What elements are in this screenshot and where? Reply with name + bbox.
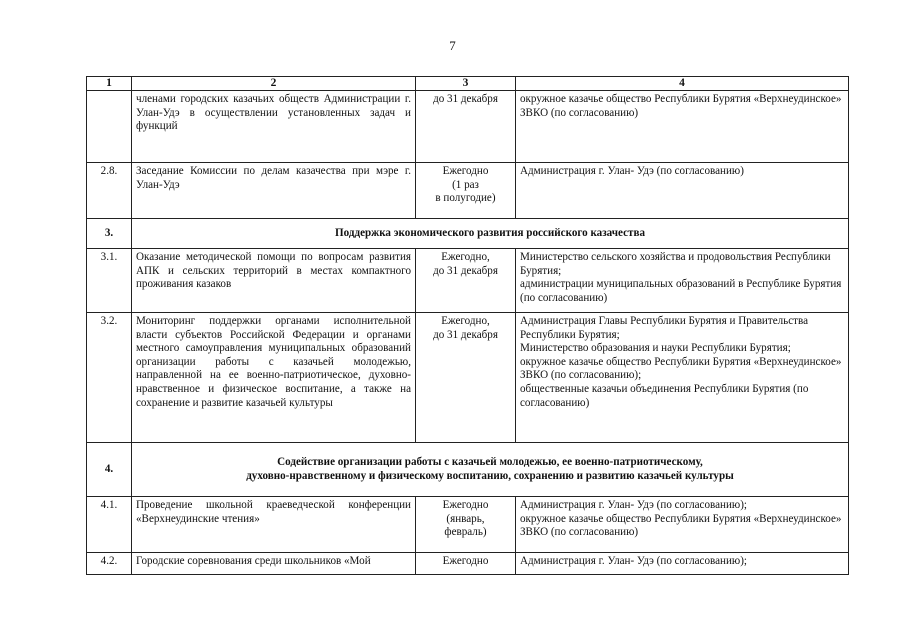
item-executors bbox=[516, 497, 849, 553]
item-term bbox=[416, 91, 516, 163]
table-row bbox=[87, 553, 849, 575]
item-description: Мониторинг поддержки органами исполнительной власти субъектов Российской Федерации и органами местного самоуправления муниципальных образований организации работы с казачьей молодежью, направленной на ее военно-патриотическое, духовно-нравственное и физическое воспитание, а также на сохранение и развитие казачьей культуры bbox=[132, 313, 416, 443]
item-number: 4.1. bbox=[87, 497, 132, 553]
term-line: Ежегодно bbox=[442, 555, 489, 567]
col-header-2: 2 bbox=[132, 77, 416, 91]
section-title-line: Содействие организации работы с казачьей молодежью, ее военно-патриотическому, bbox=[277, 455, 703, 468]
section-number: 3. bbox=[87, 219, 132, 249]
col-header-1: 1 bbox=[87, 77, 132, 91]
item-number: 4.2. bbox=[87, 553, 132, 575]
item-executors bbox=[516, 163, 849, 219]
item-executors bbox=[516, 249, 849, 313]
executor-line: Администрация г. Улан- Удэ (по согласованию); bbox=[520, 499, 747, 511]
section-title bbox=[132, 443, 849, 497]
section-row bbox=[87, 443, 849, 497]
term-line: до 31 декабря bbox=[433, 93, 498, 105]
item-description: Проведение школьной краеведческой конференции «Верхнеудинские чтения» bbox=[132, 497, 416, 553]
term-line: февраль) bbox=[444, 526, 487, 539]
item-term bbox=[416, 553, 516, 575]
term-line: до 31 декабря bbox=[433, 328, 498, 341]
section-number: 4. bbox=[87, 443, 132, 497]
term-line: (январь, bbox=[446, 512, 485, 525]
item-executors bbox=[516, 91, 849, 163]
term-line: (1 раз bbox=[452, 178, 479, 191]
executor-line: Администрация г. Улан- Удэ (по согласованию); bbox=[520, 555, 747, 567]
item-executors bbox=[516, 553, 849, 575]
col-header-3: 3 bbox=[416, 77, 516, 91]
executor-line: Администрация г. Улан- Удэ (по согласованию) bbox=[520, 165, 744, 177]
page-number: 7 bbox=[449, 38, 456, 53]
term-line: до 31 декабря bbox=[433, 264, 498, 277]
term-line: Ежегодно bbox=[442, 499, 489, 511]
term-line: Ежегодно, bbox=[441, 251, 490, 263]
table-row bbox=[87, 91, 849, 163]
term-line: в полугодие) bbox=[435, 192, 496, 205]
section-title-line: Поддержка экономического развития российского казачества bbox=[334, 226, 646, 239]
section-title-line: духовно-нравственному и физическому воспитанию, сохранению и развитию казачьей культуры bbox=[246, 469, 734, 482]
executor-line: окружное казачье общество Республики Бурятия «Верхнеудинское» ЗВКО (по согласованию) bbox=[520, 512, 842, 539]
term-line: Ежегодно, bbox=[441, 315, 490, 327]
executor-line: общественные казачьи объединения Республики Бурятия (по согласованию) bbox=[520, 382, 809, 409]
item-number: 3.2. bbox=[87, 313, 132, 443]
executor-line: Министерство сельского хозяйства и продовольствия Республики Бурятия; bbox=[520, 251, 831, 277]
item-description: Заседание Комиссии по делам казачества при мэре г. Улан-Удэ bbox=[132, 163, 416, 219]
table-row bbox=[87, 249, 849, 313]
item-description: Оказание методической помощи по вопросам развития АПК и сельских территорий в местах компактного проживания казаков bbox=[132, 249, 416, 313]
plan-table bbox=[86, 76, 849, 575]
executor-line: окружное казачье общество Республики Бурятия «Верхнеудинское» ЗВКО (по согласованию); bbox=[520, 355, 842, 382]
executor-line: Министерство образования и науки Республики Бурятия; bbox=[520, 342, 791, 355]
executor-line: администрации муниципальных образований в Республике Бурятия (по согласованию) bbox=[520, 278, 842, 304]
col-header-4: 4 bbox=[516, 77, 849, 91]
executor-line: Администрация Главы Республики Бурятия и Правительства Республики Бурятия; bbox=[520, 315, 809, 341]
item-term bbox=[416, 163, 516, 219]
item-description: Городские соревнования среди школьников «Мой bbox=[132, 553, 416, 575]
term-line: Ежегодно bbox=[442, 165, 489, 177]
table-row bbox=[87, 163, 849, 219]
item-description: членами городских казачьих обществ Администрации г. Улан-Удэ в осуществлении установленных задач и функций bbox=[132, 91, 416, 163]
item-number: 3.1. bbox=[87, 249, 132, 313]
section-row bbox=[87, 219, 849, 249]
executor-line: окружное казачье общество Республики Бурятия «Верхнеудинское» ЗВКО (по согласованию) bbox=[520, 93, 842, 119]
table-header-row bbox=[87, 77, 849, 91]
item-term bbox=[416, 249, 516, 313]
item-term bbox=[416, 313, 516, 443]
item-executors bbox=[516, 313, 849, 443]
table-row bbox=[87, 313, 849, 443]
item-term bbox=[416, 497, 516, 553]
table-row bbox=[87, 497, 849, 553]
item-number bbox=[87, 91, 132, 163]
item-number: 2.8. bbox=[87, 163, 132, 219]
section-title bbox=[132, 219, 849, 249]
